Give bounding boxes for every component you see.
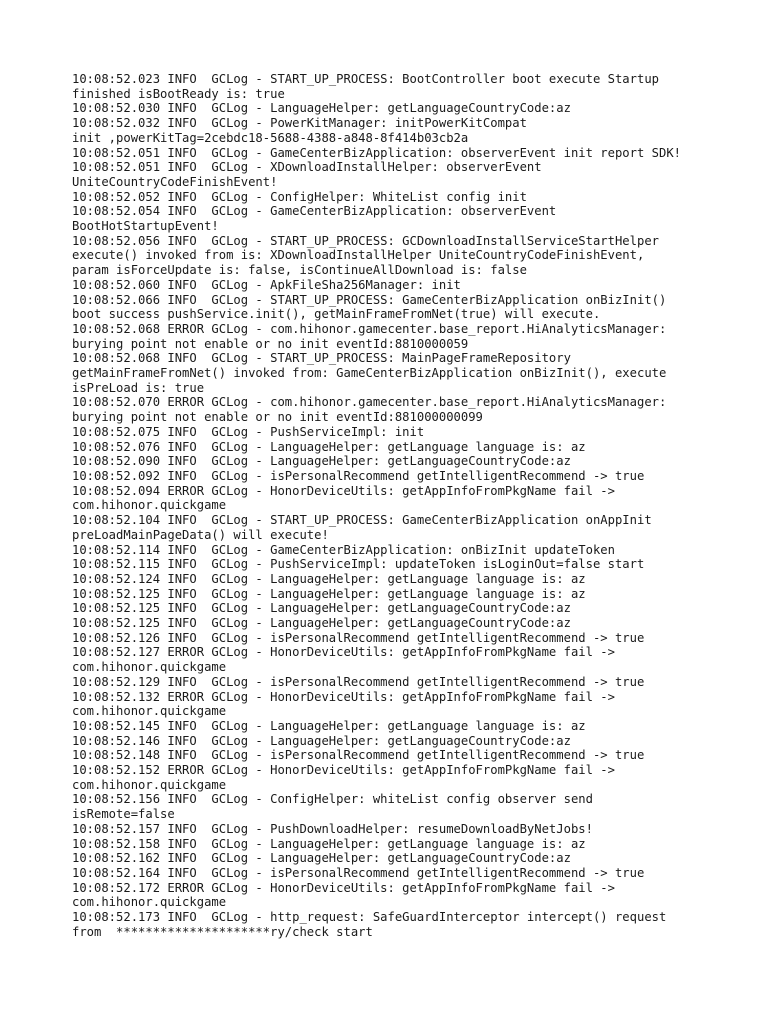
log-line: 10:08:52.104 INFO GCLog - START_UP_PROCESS: GameCenterBizApplication onAppInit xyxy=(72,513,652,528)
log-line: 10:08:52.051 INFO GCLog - GameCenterBizApplication: observerEvent init report SDK! xyxy=(72,145,682,160)
log-line: 10:08:52.075 INFO GCLog - PushServiceImpl: init xyxy=(72,424,425,439)
log-line: BootHotStartupEvent! xyxy=(72,219,219,234)
log-line: 10:08:52.158 INFO GCLog - LanguageHelper: getLanguage language is: az xyxy=(72,836,586,851)
log-line: param isForceUpdate is: false, isContinueAllDownload is: false xyxy=(72,263,527,278)
log-line: 10:08:52.126 INFO GCLog - isPersonalRecommend getIntelligentRecommend -> true xyxy=(72,630,645,645)
log-line: boot success pushService.init(), getMainFrameFromNet(true) will execute. xyxy=(72,307,601,322)
log-line: getMainFrameFromNet() invoked from: GameCenterBizApplication onBizInit(), execute xyxy=(72,366,667,381)
log-line: 10:08:52.132 ERROR GCLog - HonorDeviceUtils: getAppInfoFromPkgName fail -> xyxy=(72,689,615,704)
log-line: 10:08:52.066 INFO GCLog - START_UP_PROCESS: GameCenterBizApplication onBizInit() xyxy=(72,292,667,307)
log-line: 10:08:52.145 INFO GCLog - LanguageHelper: getLanguage language is: az xyxy=(72,718,586,733)
log-line: execute() invoked from is: XDownloadInstallHelper UniteCountryCodeFinishEvent, xyxy=(72,248,645,263)
log-line: 10:08:52.129 INFO GCLog - isPersonalRecommend getIntelligentRecommend -> true xyxy=(72,674,645,689)
log-line: burying point not enable or no init eventId:881000000099 xyxy=(72,410,483,425)
log-line: 10:08:52.052 INFO GCLog - ConfigHelper: WhiteList config init xyxy=(72,189,527,204)
log-line: 10:08:52.070 ERROR GCLog - com.hihonor.gamecenter.base_report.HiAnalyticsManager: xyxy=(72,395,667,410)
log-line: com.hihonor.quickgame xyxy=(72,895,227,910)
log-line: UniteCountryCodeFinishEvent! xyxy=(72,174,278,189)
log-line: 10:08:52.032 INFO GCLog - PowerKitManager: initPowerKitCompat xyxy=(72,116,527,131)
log-line: isRemote=false xyxy=(72,807,175,822)
log-line: 10:08:52.094 ERROR GCLog - HonorDeviceUtils: getAppInfoFromPkgName fail -> xyxy=(72,483,615,498)
log-line: 10:08:52.124 INFO GCLog - LanguageHelper: getLanguage language is: az xyxy=(72,571,586,586)
log-line: 10:08:52.152 ERROR GCLog - HonorDeviceUtils: getAppInfoFromPkgName fail -> xyxy=(72,763,615,778)
log-line: 10:08:52.030 INFO GCLog - LanguageHelper: getLanguageCountryCode:az xyxy=(72,101,571,116)
log-line: 10:08:52.023 INFO GCLog - START_UP_PROCESS: BootController boot execute Startup xyxy=(72,72,659,86)
log-line: 10:08:52.172 ERROR GCLog - HonorDeviceUtils: getAppInfoFromPkgName fail -> xyxy=(72,880,615,895)
log-line: burying point not enable or no init eventId:8810000059 xyxy=(72,336,469,351)
log-line: preLoadMainPageData() will execute! xyxy=(72,527,329,542)
log-line: init ,powerKitTag=2cebdc18-5688-4388-a848-8f414b03cb2a xyxy=(72,130,469,145)
log-line: 10:08:52.054 INFO GCLog - GameCenterBizApplication: observerEvent xyxy=(72,204,557,219)
log-line: 10:08:52.115 INFO GCLog - PushServiceImpl: updateToken isLoginOut=false start xyxy=(72,557,645,572)
log-line: 10:08:52.090 INFO GCLog - LanguageHelper: getLanguageCountryCode:az xyxy=(72,454,571,469)
log-line: com.hihonor.quickgame xyxy=(72,498,227,513)
log-line: isPreLoad is: true xyxy=(72,380,205,395)
log-line: com.hihonor.quickgame xyxy=(72,777,227,792)
log-line: 10:08:52.162 INFO GCLog - LanguageHelper: getLanguageCountryCode:az xyxy=(72,851,571,866)
log-line: 10:08:52.125 INFO GCLog - LanguageHelper: getLanguageCountryCode:az xyxy=(72,601,571,616)
log-line: 10:08:52.125 INFO GCLog - LanguageHelper: getLanguage language is: az xyxy=(72,586,586,601)
log-line: 10:08:52.148 INFO GCLog - isPersonalRecommend getIntelligentRecommend -> true xyxy=(72,748,645,763)
log-line: 10:08:52.060 INFO GCLog - ApkFileSha256Manager: init xyxy=(72,277,461,292)
log-line: 10:08:52.157 INFO GCLog - PushDownloadHelper: resumeDownloadByNetJobs! xyxy=(72,821,593,836)
log-line: 10:08:52.092 INFO GCLog - isPersonalRecommend getIntelligentRecommend -> true xyxy=(72,468,645,483)
log-line: 10:08:52.173 INFO GCLog - http_request: SafeGuardInterceptor intercept() request xyxy=(72,910,667,925)
log-line: 10:08:52.068 INFO GCLog - START_UP_PROCESS: MainPageFrameRepository xyxy=(72,351,571,366)
log-line: finished isBootReady is: true xyxy=(72,86,285,101)
log-line: 10:08:52.146 INFO GCLog - LanguageHelper: getLanguageCountryCode:az xyxy=(72,733,571,748)
log-line: from *********************ry/check start xyxy=(72,924,373,939)
log-line: 10:08:52.127 ERROR GCLog - HonorDeviceUtils: getAppInfoFromPkgName fail -> xyxy=(72,645,615,660)
log-line: 10:08:52.156 INFO GCLog - ConfigHelper: whiteList config observer send xyxy=(72,792,593,807)
log-line: 10:08:52.114 INFO GCLog - GameCenterBizApplication: onBizInit updateToken xyxy=(72,542,615,557)
log-line: com.hihonor.quickgame xyxy=(72,660,227,675)
log-line: 10:08:52.056 INFO GCLog - START_UP_PROCESS: GCDownloadInstallServiceStartHelper xyxy=(72,233,659,248)
log-line: 10:08:52.076 INFO GCLog - LanguageHelper: getLanguage language is: az xyxy=(72,439,586,454)
log-line: 10:08:52.164 INFO GCLog - isPersonalRecommend getIntelligentRecommend -> true xyxy=(72,865,645,880)
log-line: 10:08:52.125 INFO GCLog - LanguageHelper: getLanguageCountryCode:az xyxy=(72,616,571,631)
log-line: 10:08:52.068 ERROR GCLog - com.hihonor.gamecenter.base_report.HiAnalyticsManager: xyxy=(72,321,667,336)
log-document xyxy=(72,72,712,939)
log-line: com.hihonor.quickgame xyxy=(72,704,227,719)
log-line: 10:08:52.051 INFO GCLog - XDownloadInstallHelper: observerEvent xyxy=(72,160,542,175)
